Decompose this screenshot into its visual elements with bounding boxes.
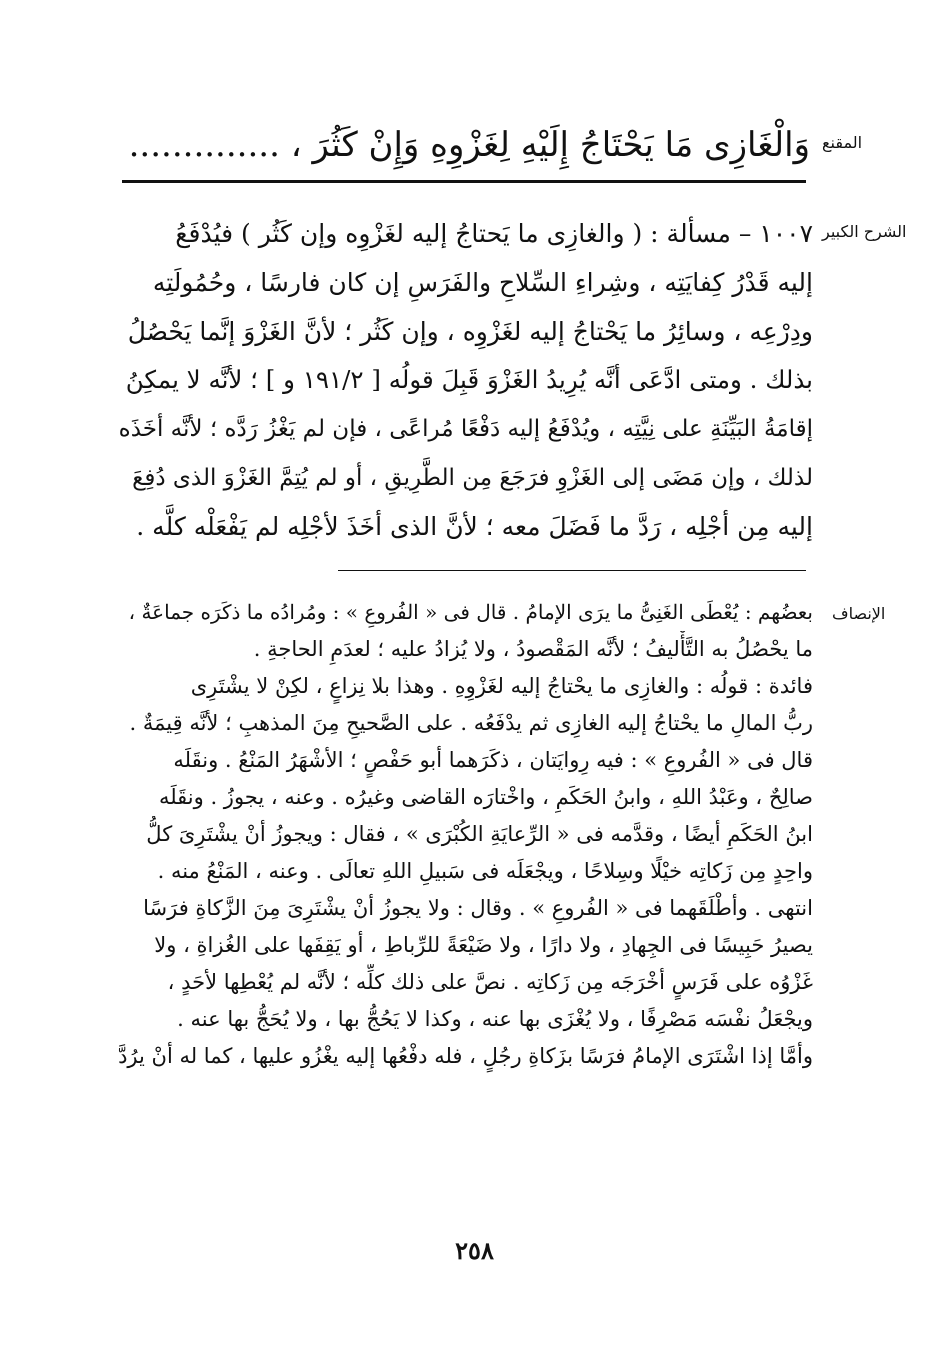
insaf-line: ربُّ المالِ ما يحْتاجُ إليه الغازِى ثم يدْفَعُه . على الصَّحيحِ مِنَ المذهبِ ؛ لأنَّه قِيمَةٌ .	[129, 711, 813, 735]
insaf-line: صالِحٌ ، وعَبْدُ اللهِ ، وابنُ الحَكَمِ ، واخْتارَه القاضى وغيرُه . وعنه ، يجوزُ . ونقَلَه	[158, 785, 813, 809]
sharh-line: لذلك ، وإن مَضَى إلى الغَزْوِ فرَجَعَ مِن الطَّرِيقِ ، أو لم يُتِمَّ الغَزْوَ الذى دُفِعَ	[132, 464, 813, 491]
insaf-line: فائدة : قولُه : والغازِى ما يحْتاجُ إليه لغَزْوِهِ . وهذا بلا نِزاعٍ ، لكِنْ لا يشْتَرِى	[190, 674, 813, 698]
insaf-line: بعضُهم : يُعْطَى الغَنِىُّ ما يرَى الإمامُ . قال فى « الفُروعِ » : ومُرادُه ما ذكَرَه جماعَةٌ ،	[128, 600, 813, 624]
insaf-line: وأمَّا إذا اشْتَرَى الإمامُ فرَسًا بزَكاةِ رجُلٍ ، فله دفْعُها إليه يغْزُو عليها ، كما له أنْ يرُدَّ	[118, 1044, 813, 1068]
insaf-line: ويجْعَلُ نفْسَه مَصْرِفًا ، ولا يُغْزَى بها عنه ، وكذا لا يَحُجُّ بها ، ولا يُحَجُّ بها عنه .	[177, 1007, 813, 1031]
insaf-line: ما يحْصُلُ به التَّأْليفُ ؛ لأنَّه المَقْصودُ ، ولا يُزادُ عليه ؛ لعدَمِ الحاجةِ .	[253, 637, 813, 661]
section-divider	[338, 570, 806, 571]
sharh-line: ١٠٠٧ – مسألة : ( والغازِى ما يَحتاجُ إليه لغَزْوِه وإن كَثُر ) فيُدْفَعُ	[175, 219, 813, 248]
sharh-line: ودِرْعِه ، وسائِرُ ما يَحْتاجُ إليه لغَزْوِه ، وإن كَثُر ؛ لأنَّ الغَزْوَ إنَّما يَحْصُلُ	[127, 316, 813, 346]
insaf-line: قال فى « الفُروعِ » : فيه رِوايَتان ، ذكَرَهما أبو حَفْصٍ ؛ الأشْهَرُ المَنْعُ . ونقَلَه	[173, 748, 813, 772]
sharh-line: إليه مِن أجْلِه ، رَدَّ ما فَضَلَ معه ؛ لأنَّ الذى أخَذَ لأجْلِه لم يَفْعَلْه كلَّه .	[136, 511, 813, 541]
sharh-line: إليه قَدْرُ كِفايَتِه ، وشِراءِ السِّلاحِ والفَرَسِ إن كان فارسًا ، وحُمُولَتِه	[152, 267, 813, 297]
muqni-text	[120, 118, 810, 172]
sharh-line: بذلك . ومتى ادَّعَى أنَّه يُرِيدُ الغَزْوَ قَبِلَ قولُه [ ١٩١/٢ و ] ؛ لأنَّه لا يمكِنُ	[125, 365, 813, 395]
insaf-text-block	[118, 594, 813, 1075]
insaf-line: انتهى . وأطْلَقَهما فى « الفُروعِ » . وقال : ولا يجوزُ أنْ يشْتَرِىَ مِنَ الزَّكاةِ فرَسًا	[143, 896, 813, 920]
sharh-label: الشرح الكبير	[822, 222, 907, 241]
muqni-label: المقنع	[822, 133, 863, 152]
header-divider	[122, 180, 806, 183]
sharh-text-block	[118, 210, 813, 552]
insaf-line: يصيرُ حَبِيسًا فى الجِهادِ ، ولا دارًا ، ولا ضَيْعَةً للرِّباطِ ، أو يَقِفَها على الغُزاةِ ، ولا	[154, 933, 813, 957]
insaf-line: واحِدٍ مِن زَكاتِه خيْلًا وسِلاحًا ، ويجْعَلَه فى سَبيلِ اللهِ تعالَى . وعنه ، المَنْعُ منه .	[157, 859, 813, 883]
insaf-line: غَزْوُه على فَرَسٍ أخْرَجَه مِن زَكاتِه . نصَّ على ذلك كلِّه ؛ لأنَّه لم يُعْطِها لأحَدٍ ،	[167, 970, 813, 994]
insaf-line: ابنُ الحَكَمِ أيضًا ، وقدَّمه فى « الرِّعايَةِ الكُبْرَى » ، فقال : ويجوزُ أنْ يشْتَرِىَ كلُّ	[146, 822, 813, 846]
page-number: ٢٥٨	[455, 1236, 494, 1265]
sharh-line: إقامَةُ البَيِّنَةِ على نِيَّتِه ، ويُدْفَعُ إليه دَفْعًا مُراعًى ، فإن لم يَغْزُ رَدَّه ؛ لأنَّه أخَذَه	[118, 416, 813, 443]
muqni-line: وَالْغَازِى مَا يَحْتَاجُ إِلَيْهِ لِغَزْوِهِ وَإِنْ كَثُرَ ، ..............	[128, 125, 810, 165]
insaf-label: الإنصاف	[832, 604, 886, 623]
